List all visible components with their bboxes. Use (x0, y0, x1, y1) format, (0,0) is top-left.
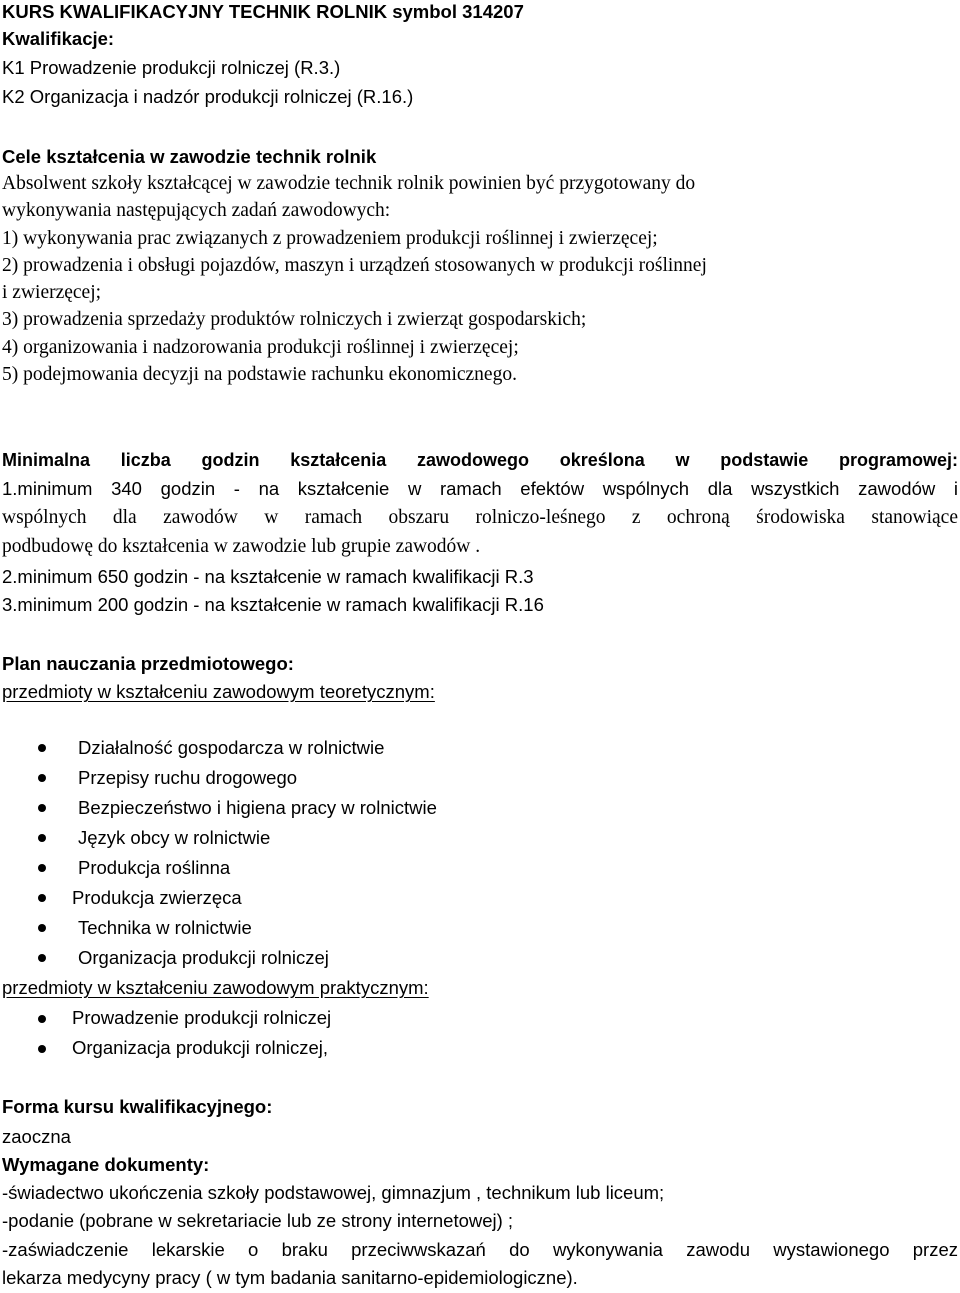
document-item: -podanie (pobrane w sekretariacie lub ze strony internetowej) ; (2, 1210, 514, 1231)
goal-item: 3) prowadzenia sprzedaży produktów rolniczych i zwierząt gospodarskich; (2, 309, 587, 330)
document-item: -świadectwo ukończenia szkoły podstawowej, gimnazjum , technikum lub liceum; (2, 1182, 665, 1203)
bullet-icon (38, 804, 46, 812)
hours-line: wspólnych dla zawodów w ramach obszaru rolniczo-leśnego z ochroną środowiska stanowiące (2, 507, 958, 528)
theory-subject-item: Działalność gospodarcza w rolnictwie (78, 737, 385, 758)
practice-subject-item: Organizacja produkcji rolniczej, (72, 1037, 329, 1058)
document-item: -zaświadczenie lekarskie o braku przeciwwskazań do wykonywania zawodu wystawionego przez (2, 1239, 958, 1260)
qualifications-label: Kwalifikacje: (2, 28, 115, 49)
document-item: lekarza medycyny pracy ( w tym badania sanitarno-epidemiologiczne). (2, 1267, 578, 1288)
bullet-icon (38, 834, 46, 842)
bullet-icon (38, 1015, 46, 1023)
qualification-k2: K2 Organizacja i nadzór produkcji rolniczej (R.16.) (2, 86, 414, 107)
goal-item: 1) wykonywania prac związanych z prowadzeniem produkcji roślinnej i zwierzęcej; (2, 228, 658, 249)
theory-subjects-heading: przedmioty w kształceniu zawodowym teoretycznym: (2, 681, 435, 702)
course-form-value: zaoczna (2, 1126, 71, 1147)
plan-heading: Plan nauczania przedmiotowego: (2, 653, 294, 674)
course-form-heading: Forma kursu kwalifikacyjnego: (2, 1096, 273, 1117)
hours-line: 1.minimum 340 godzin - na kształcenie w ramach efektów wspólnych dla wszystkich zawodów i (2, 478, 958, 499)
goal-item: i zwierzęcej; (2, 282, 102, 303)
bullet-icon (38, 744, 46, 752)
theory-subject-item: Produkcja zwierzęca (72, 887, 242, 908)
bullet-icon (38, 954, 46, 962)
theory-subject-item: Język obcy w rolnictwie (78, 827, 271, 848)
hours-line: 3.minimum 200 godzin - na kształcenie w ramach kwalifikacji R.16 (2, 594, 544, 615)
documents-heading: Wymagane dokumenty: (2, 1154, 210, 1175)
bullet-icon (38, 1045, 46, 1053)
practice-subject-item: Prowadzenie produkcji rolniczej (72, 1007, 332, 1028)
course-title: KURS KWALIFIKACYJNY TECHNIK ROLNIK symbol 314207 (2, 1, 524, 22)
bullet-icon (38, 924, 46, 932)
hours-heading: Minimalna liczba godzin kształcenia zawodowego określona w podstawie programowej: (2, 450, 958, 470)
goals-intro-line: Absolwent szkoły kształcącej w zawodzie technik rolnik powinien być przygotowany do (2, 173, 696, 194)
goal-item: 2) prowadzenia i obsługi pojazdów, maszyn i urządzeń stosowanych w produkcji roślinnej (2, 255, 707, 276)
goals-intro-line: wykonywania następujących zadań zawodowych: (2, 200, 391, 221)
goal-item: 4) organizowania i nadzorowania produkcji roślinnej i zwierzęcej; (2, 337, 519, 358)
hours-line: 2.minimum 650 godzin - na kształcenie w ramach kwalifikacji R.3 (2, 566, 534, 587)
bullet-icon (38, 864, 46, 872)
theory-subject-item: Organizacja produkcji rolniczej (78, 947, 329, 968)
theory-subject-item: Bezpieczeństwo i higiena pracy w rolnictwie (78, 797, 437, 818)
bullet-icon (38, 774, 46, 782)
goals-heading: Cele kształcenia w zawodzie technik rolnik (2, 146, 377, 167)
theory-subject-item: Przepisy ruchu drogowego (78, 767, 298, 788)
theory-subject-item: Produkcja roślinna (78, 857, 231, 878)
practice-subjects-heading: przedmioty w kształceniu zawodowym praktycznym: (2, 977, 429, 998)
qualification-k1: K1 Prowadzenie produkcji rolniczej (R.3.) (2, 57, 341, 78)
hours-line: podbudowę do kształcenia w zawodzie lub grupie zawodów . (2, 536, 481, 557)
theory-subject-item: Technika w rolnictwie (78, 917, 252, 938)
bullet-icon (38, 894, 46, 902)
goal-item: 5) podejmowania decyzji na podstawie rachunku ekonomicznego. (2, 364, 517, 385)
